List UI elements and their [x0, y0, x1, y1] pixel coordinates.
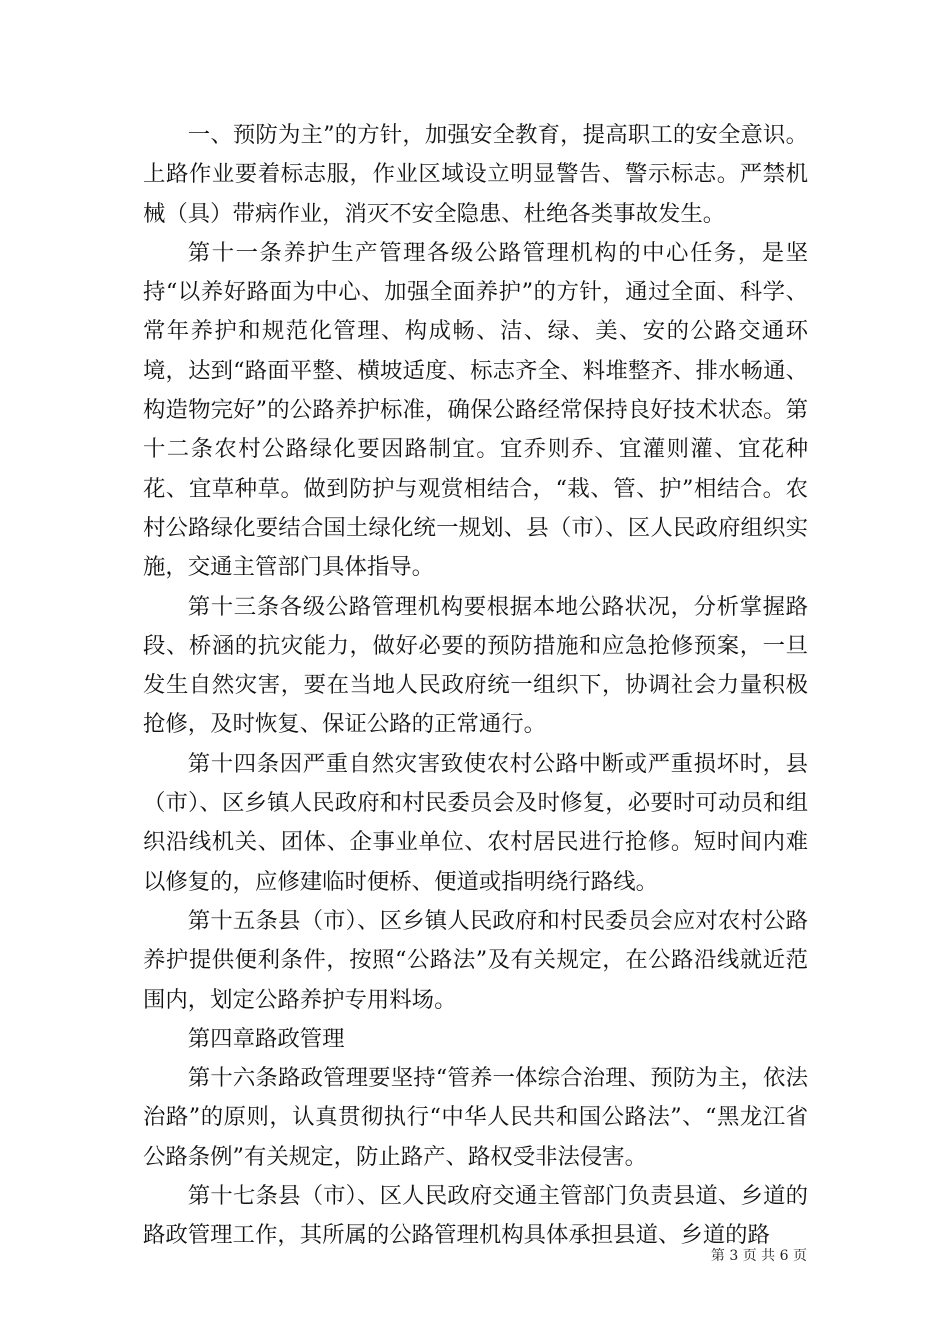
paragraph-1: 一、预防为主”的方针，加强安全教育，提高职工的安全意识。上路作业要着标志服，作业区域设立明显警告、警示标志。严禁机械（具）带病作业，消灭不安全隐患、杜绝各类事故发生。 — [143, 122, 808, 227]
chapter-heading: 第四章路政管理 — [187, 1025, 345, 1052]
paragraph-6: 第十六条路政管理要坚持“管养一体综合治理、预防为主，依法治路”的原则，认真贯彻执行“中华人民共和国公路法”、“黑龙江省公路条例”有关规定，防止路产、路权受非法侵害。 — [143, 1065, 808, 1170]
paragraph-7: 第十七条县（市）、区人民政府交通主管部门负责县道、乡道的路政管理工作，其所属的公路管理机构具体承担县道、乡道的路 — [143, 1183, 808, 1249]
paragraph-3: 第十三条各级公路管理机构要根据本地公路状况，分析掌握路段、桥涵的抗灾能力，做好必要的预防措施和应急抢修预案，一旦发生自然灾害，要在当地人民政府统一组织下，协调社会力量积极抢修，及时恢复、保证公路的正常通行。 — [143, 593, 808, 738]
paragraph-5: 第十五条县（市）、区乡镇人民政府和村民委员会应对农村公路养护提供便利条件，按照“公路法”及有关规定，在公路沿线就近范围内，划定公路养护专用料场。 — [143, 907, 808, 1013]
document-body — [143, 116, 808, 1256]
page-number-footer: 第 3 页 共 6 页 — [710, 1248, 807, 1264]
paragraph-2: 第十一条养护生产管理各级公路管理机构的中心任务，是坚持“以养好路面为中心、加强全面养护”的方针，通过全面、科学、常年养护和规范化管理、构成畅、洁、绿、美、安的公路交通环境，达到“路面平整、横坡适度、标志齐全、料堆整齐、排水畅通、构造物完好”的公路养护标准，确保公路经常保持良好技术状态。第十二条农村公路绿化要因路制宜。宜乔则乔、宜灌则灌、宜花种花、宜草种草。做到防护与观赏相结合，“栽、管、护”相结合。农村公路绿化要结合国土绿化统一规划、县（市）、区人民政府组织实施，交通主管部门具体指导。 — [143, 239, 808, 581]
paragraph-4: 第十四条因严重自然灾害致使农村公路中断或严重损坏时，县（市）、区乡镇人民政府和村民委员会及时修复，必要时可动员和组织沿线机关、团体、企事业单位、农村居民进行抢修。短时间内难以修复的，应修建临时便桥、便道或指明绕行路线。 — [143, 750, 808, 895]
